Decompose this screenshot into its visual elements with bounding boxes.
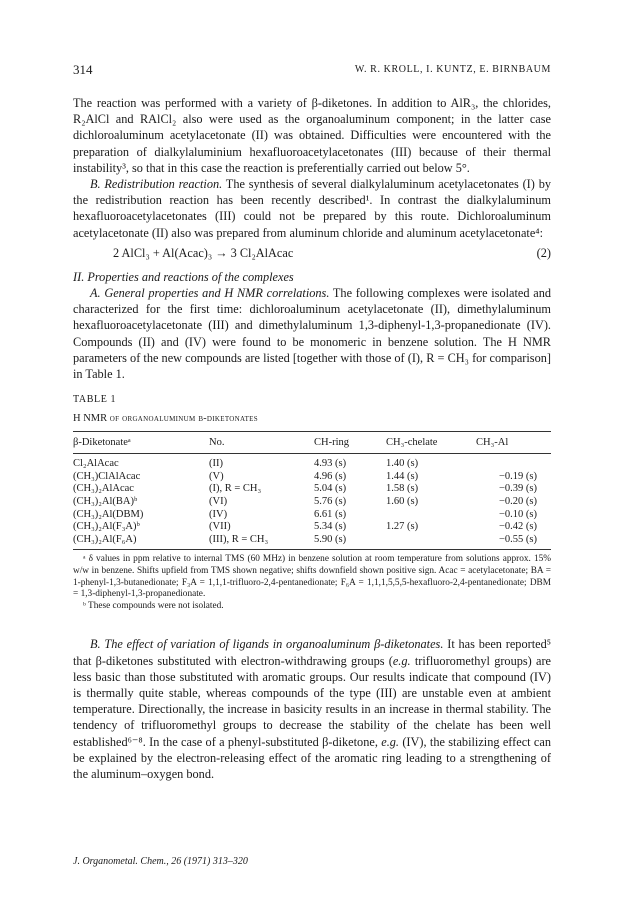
cell-ch3-chelate (386, 534, 476, 550)
cell-ch3-chelate: 1.44 (s) (386, 470, 419, 482)
cell-ch3-al: −0.42 (s) (498, 521, 537, 533)
cell-compound: Cl₂AlAcac (73, 458, 119, 470)
ligand-effect-heading: B. The effect of variation of ligands in organoaluminum β-diketonates. (90, 637, 444, 652)
cell-number: (VII) (209, 521, 231, 533)
table-title-rest: of organoaluminum β-diketonates (109, 413, 258, 425)
cell-number: (VI) (209, 496, 228, 508)
ligand-effect-text-1: It has been reported⁵ that β-diketones substituted with electron-withdrawing groups ( (73, 637, 551, 668)
equation-body: 2 AlCl₃ + Al(Acac)₃ → 3 Cl₂AlAcac (113, 245, 294, 260)
table-header-row (73, 431, 551, 454)
cell-compound: (CH₃)₂Al(F₃A)ᵇ (73, 521, 140, 533)
cell-ch-ring: 5.04 (s) (314, 483, 347, 495)
journal-citation: J. Organometal. Chem., 26 (1971) 313–320 (73, 856, 248, 867)
cell-ch-ring: 5.34 (s) (314, 521, 347, 533)
redistribution-text: The synthesis of several dialkylaluminum acetylacetonates (I) by the redistribution reaction has been recently described¹. In contrast the dialkylaluminum hexafluoroacetylacetonates (III) could not be prepared by this route. Dichloroaluminum acetylacetonate (II) also was prepared from aluminum chloride and aluminum acetylacetonate⁴: (73, 177, 551, 240)
intro-paragraph: The reaction was performed with a variety of β-diketones. In addition to AlR₃, the chlorides, R₂AlCl and RAlCl₂ also were used as the organoaluminum component; in the latter case dichloroaluminum acetylacetonate (II) was obtained. Difficulties were encountered with the preparation of dialkylaluminium hexafluoroacetylacetonates (III) because of their thermal instability³, so that in this case the reaction is preferentially carried out below 5°. (73, 96, 551, 175)
cell-ch3-chelate: 1.60 (s) (386, 496, 419, 508)
cell-compound: (CH₃)₂AlAcac (73, 483, 134, 495)
cell-number: (V) (209, 470, 224, 482)
cell-ch3-al: −0.20 (s) (498, 496, 537, 508)
redistribution-heading: B. Redistribution reaction. (90, 177, 223, 192)
cell-ch3-al: −0.10 (s) (498, 508, 537, 520)
table-label: TABLE 1 (73, 394, 117, 406)
cell-compound: (CH₃)ClAlAcac (73, 470, 141, 482)
equation-number: (2) (536, 245, 551, 260)
cell-ch3-chelate: 1.40 (s) (386, 458, 419, 470)
general-properties-heading: A. General properties and H NMR correlations. (90, 286, 330, 301)
ligand-effect-text-2: trifluoromethyl groups) are less basic than those substituted with aromatic groups. Our results indicate that compound (IV) is thermally quite stable, whereas compounds of the type (III) are unstable even at ambient temperature. Directionally, the increase in basicity results in an increase in thermal stability. The tendency of trifluoromethyl groups to decrease the stability of the chelate has been well established⁶⁻⁸. In the case of a phenyl-substituted β-diketone, (73, 653, 551, 749)
cell-number: (III), R = CH₃ (209, 534, 314, 550)
page-header (73, 62, 551, 78)
running-head: W. R. KROLL, I. KUNTZ, E. BIRNBAUM (354, 64, 551, 75)
table-row (73, 521, 551, 534)
cell-number: (I), R = CH₃ (209, 483, 262, 495)
table-footnote-b: ᵇ These compounds were not isolated. (83, 600, 224, 611)
table-title (73, 411, 551, 427)
nmr-table (73, 431, 551, 551)
table-row (73, 496, 551, 509)
table-footnote-a: ᵃ δ values in ppm relative to internal TMS (60 MHz) in benzene solution at room temperature from solutions approx. 15% w/w in benzene. Shifts upfield from TMS shown negative; shifts downfield shown positive sign. Acac = acetylacetonate; BA = 1-phenyl-1,3-butanedionate; F₃A = 1,1,1-trifluoro-2,4-pentanedionate; F₆A = 1,1,1,5,5,5-hexafluoro-2,4-pentanedionate; DBM = 1,3-diphenyl-1,3-propanedionate. (73, 554, 551, 600)
table-row (73, 509, 551, 522)
cell-compound: (CH₃)₂Al(F₆A) (73, 534, 209, 550)
cell-ch3-al: −0.19 (s) (498, 470, 537, 482)
table-row (73, 471, 551, 484)
ligand-effect-eg-2: e.g. (381, 734, 399, 749)
body-text (73, 95, 551, 782)
general-properties-paragraph (73, 285, 551, 382)
col-header-diketonate: β-Diketonateᵃ (73, 431, 209, 454)
cell-ch3-al: −0.55 (s) (476, 534, 551, 550)
ligand-effect-eg-1: e.g. (392, 653, 411, 668)
cell-number: (IV) (209, 508, 228, 520)
cell-ch-ring: 5.76 (s) (314, 496, 347, 508)
page-number: 314 (73, 62, 93, 77)
cell-ch3-chelate: 1.27 (s) (386, 521, 419, 533)
table-row (73, 454, 551, 471)
cell-ch3-chelate: 1.58 (s) (386, 483, 419, 495)
general-properties-text: The following complexes were isolated and characterized for the first time: dichloroaluminum acetylacetonate (II), dimethylaluminum hexafluoroacetylacetonate (III) and dimethylaluminum 1,3-diphenyl-1,3-propanedionate (IV). Compounds (II) and (IV) were found to be monomeric in benzene solution. The H NMR parameters of the new compounds are listed [together with those of (I), R = CH₃ for comparison] in Table 1. (73, 286, 552, 382)
table-row (73, 483, 551, 496)
table-1 (73, 392, 551, 612)
table-footnotes (73, 554, 551, 612)
redistribution-paragraph (73, 176, 551, 241)
table-row (73, 534, 551, 550)
col-header-ch3-chelate: CH₃-chelate (386, 431, 476, 454)
ligand-effect-text-3: (IV), the stabilizing effect can be explained by the electron-releasing effect of the aromatic ring leading to a strengthening of the aluminum–oxygen bond. (73, 734, 552, 781)
col-header-ch3-al: CH₃-Al (476, 431, 551, 454)
cell-ch-ring: 6.61 (s) (314, 508, 347, 520)
col-header-ch-ring: CH-ring (314, 431, 386, 454)
table-title-prefix: H NMR (73, 413, 108, 425)
section-ii-heading: II. Properties and reactions of the complexes (73, 269, 294, 284)
cell-ch3-chelate (386, 509, 476, 522)
cell-ch-ring: 4.96 (s) (314, 470, 347, 482)
cell-ch-ring: 4.93 (s) (314, 458, 347, 470)
col-header-no: No. (209, 431, 314, 454)
cell-ch3-al: −0.39 (s) (498, 483, 537, 495)
equation (73, 245, 551, 263)
ligand-effect-paragraph (73, 636, 551, 782)
cell-ch3-al (476, 454, 551, 471)
cell-compound: (CH₃)₂Al(BA)ᵇ (73, 496, 138, 508)
cell-ch-ring: 5.90 (s) (314, 534, 386, 550)
cell-number: (II) (209, 458, 223, 470)
cell-compound: (CH₃)₂Al(DBM) (73, 508, 144, 520)
